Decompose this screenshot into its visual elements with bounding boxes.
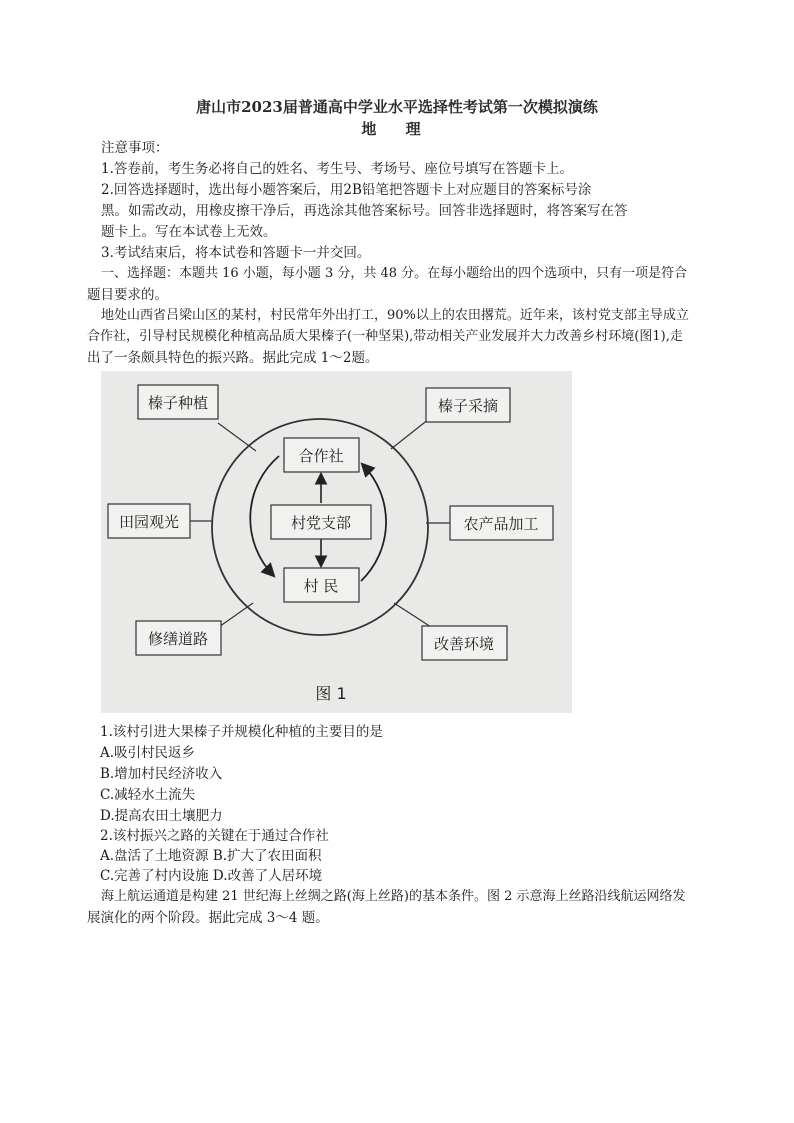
label-hazel-picking: 榛子采摘: [437, 397, 499, 415]
figure-1-diagram: [101, 371, 572, 713]
passage-1: 出了一条颇具特色的振兴路。据此完成 1～2题。: [87, 350, 379, 366]
question-1-stem: 1.该村引进大果榛子并规模化种植的主要目的是: [100, 724, 383, 740]
passage-2: 海上航运通道是构建 21 世纪海上丝绸之路(海上丝路)的基本条件。图 2 示意海上丝路沿线航运网络发: [101, 889, 686, 904]
question-2-stem: 2.该村振兴之路的关键在于通过合作社: [100, 828, 329, 844]
question-2-options-cd: C.完善了村内设施 D.改善了人居环境: [100, 868, 323, 884]
section-heading: 一、选择题：本题共 16 小题，每小题 3 分，共 48 分。在每小题给出的四个选项中，只有一项是符合: [101, 266, 688, 281]
question-1-option-b: B.增加村民经济收入: [100, 766, 223, 782]
section-heading-cont: 题目要求的。: [87, 287, 168, 303]
passage-1: 地处山西省吕梁山区的某村，村民常年外出打工，90%以上的农田撂荒。近年来，该村党支部主导成立: [101, 308, 689, 323]
subject-title: 地 理: [361, 120, 433, 138]
label-agro-processing: 农产品加工: [463, 515, 539, 533]
label-road-repair: 修缮道路: [147, 630, 209, 648]
notice-item: 1.答卷前，考生务必将自己的姓名、考生号、考场号、座位号填写在答题卡上。: [101, 161, 573, 177]
question-2-options-ab: A.盘活了土地资源 B.扩大了农田面积: [100, 848, 322, 864]
label-improve-environment: 改善环境: [433, 635, 495, 653]
question-1-option-d: D.提高农田土壤肥力: [100, 808, 223, 824]
notice-item: 黑。如需改动，用橡皮擦干净后，再选涂其他答案标号。回答非选择题时，将答案写在答: [101, 203, 628, 219]
question-1-option-c: C.减轻水土流失: [100, 787, 196, 803]
notice-item: 3.考试结束后，将本试卷和答题卡一并交回。: [101, 245, 371, 261]
label-party-branch: 村党支部: [290, 514, 352, 532]
passage-1: 合作社，引导村民规模化种植高品质大果榛子(一种坚果),带动相关产业发展并大力改善乡村环境(图1),走: [87, 329, 683, 344]
figure-caption: 图 1: [315, 684, 347, 703]
label-rural-tourism: 田园观光: [118, 513, 180, 531]
notice-item: 题卡上。写在本试卷上无效。: [101, 224, 277, 240]
passage-2: 展演化的两个阶段。据此完成 3～4 题。: [87, 910, 329, 926]
label-hazel-planting: 榛子种植: [147, 394, 209, 412]
notice-heading: 注意事项：: [101, 140, 169, 156]
label-cooperative: 合作社: [298, 447, 344, 465]
question-1-option-a: A.吸引村民返乡: [100, 745, 196, 761]
exam-title: 唐山市2023届普通高中学业水平选择性考试第一次模拟演练: [196, 98, 598, 116]
label-villagers: 村 民: [303, 577, 339, 595]
notice-item: 2.回答选择题时，选出每小题答案后，用2B铅笔把答题卡上对应题目的答案标号涂: [101, 182, 592, 198]
